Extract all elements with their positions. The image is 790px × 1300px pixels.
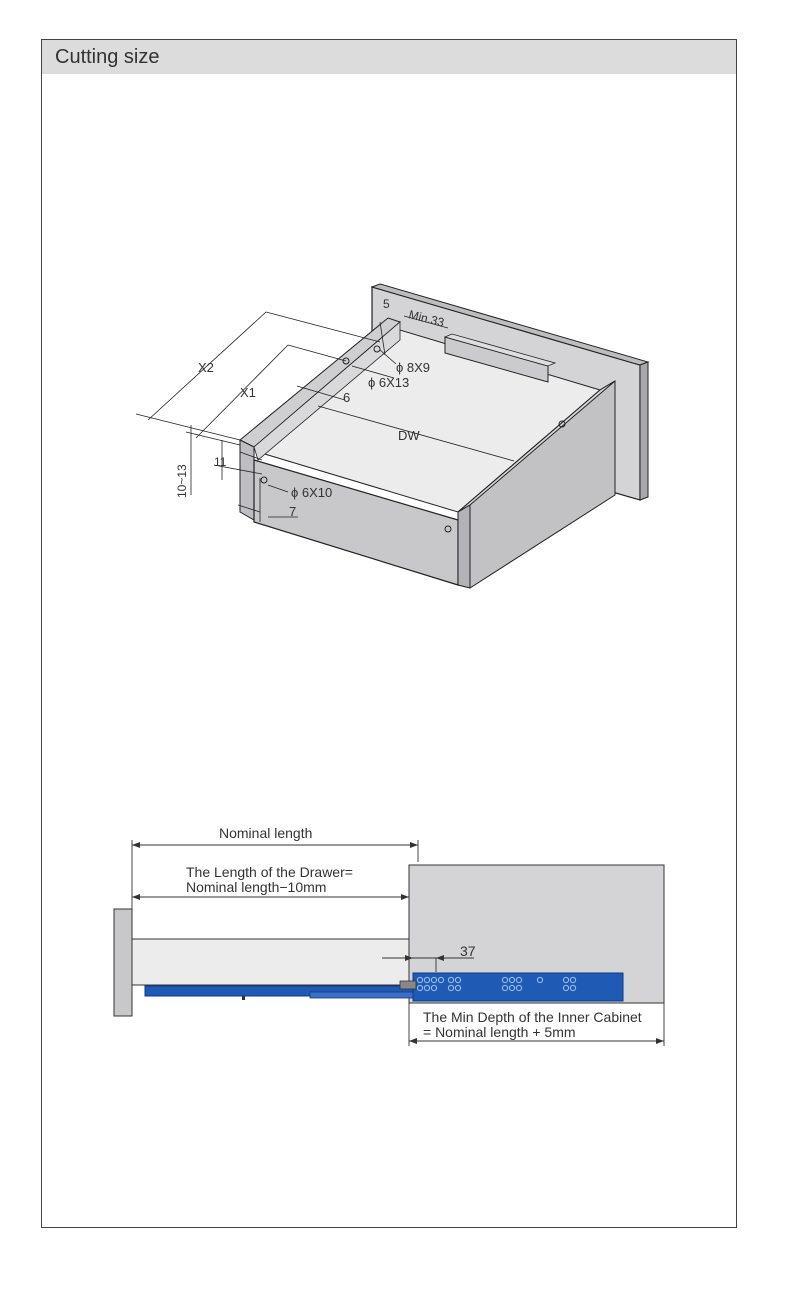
label-range-10-13: 10~13: [175, 464, 189, 498]
label-hole-6x10: ϕ 6X10: [291, 485, 333, 500]
slide-section-diagram: [114, 825, 664, 1046]
drawer-body: [132, 939, 409, 985]
label-dw: DW: [398, 428, 420, 443]
label-cabinet-depth-1: The Min Depth of the Inner Cabinet: [423, 1009, 642, 1025]
label-drawer-length-2: Nominal length−10mm: [186, 879, 327, 895]
drawer-front: [114, 909, 132, 1016]
label-x2: X2: [198, 360, 214, 375]
label-eleven: 11: [214, 455, 227, 469]
label-thirtyseven: 37: [460, 943, 476, 959]
back-panel-side: [640, 362, 648, 500]
middle-rail: [310, 992, 430, 998]
drawer-isometric-diagram: [136, 284, 648, 588]
label-hole-6x13: ϕ 6X13: [368, 375, 410, 390]
label-seven: 7: [289, 504, 297, 519]
label-cabinet-depth-2: = Nominal length + 5mm: [423, 1024, 576, 1040]
label-nominal-length: Nominal length: [219, 825, 313, 841]
rail-bracket: [400, 981, 416, 989]
label-six: 6: [343, 390, 351, 405]
section-title: Cutting size: [55, 46, 160, 68]
label-min33: Min.33: [407, 307, 446, 330]
label-drawer-length-1: The Length of the Drawer=: [186, 864, 353, 880]
right-side-front: [458, 505, 470, 588]
label-five: 5: [383, 297, 390, 311]
label-x1: X1: [240, 385, 256, 400]
label-hole-8x9: ϕ 8X9: [396, 360, 431, 375]
drawer-stop: [242, 996, 245, 1000]
